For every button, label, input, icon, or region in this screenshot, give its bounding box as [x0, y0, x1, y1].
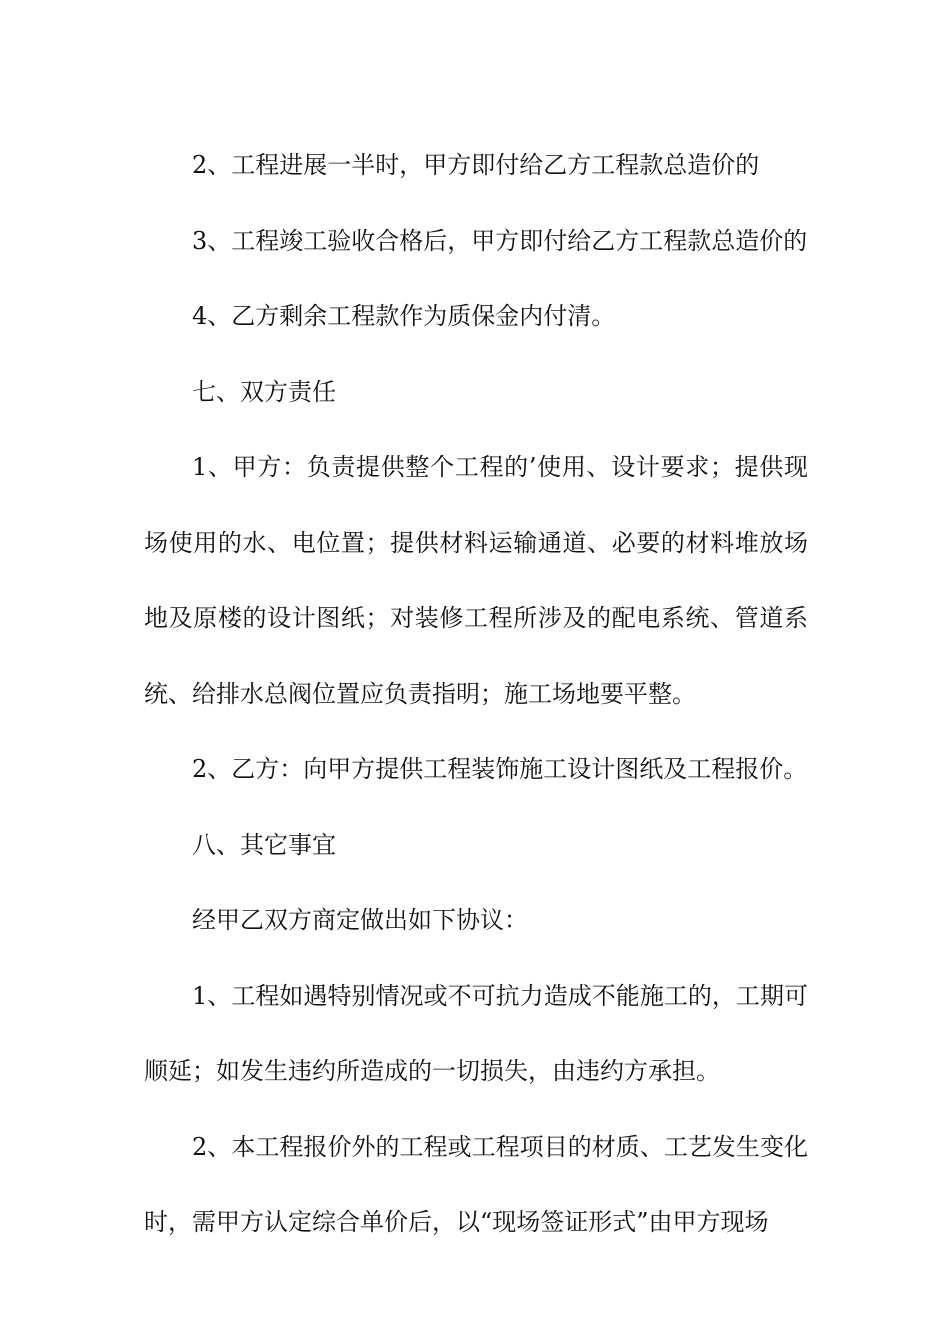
paragraph-party-b-duties: 2、乙方：向甲方提供工程装饰施工设计图纸及工程报价。 [192, 755, 808, 783]
section-heading-other-matters: 八、其它事宜 [192, 830, 336, 859]
section-heading-responsibilities: 七、双方责任 [192, 377, 336, 406]
paragraph-payment-3: 3、工程竣工验收合格后，甲方即付给乙方工程款总造价的 [192, 226, 808, 255]
paragraph-agreement-intro: 经甲乙双方商定做出如下协议： [192, 906, 528, 934]
paragraph-party-a-duties: 1、甲方：负责提供整个工程的’使用、设计要求；提供现场使用的水、电位置；提供材料运输通道、必要的材料堆放场地及原楼的设计图纸；对装修工程所涉及的配电系统、管道系统、给排水总阀位置应负责指明；施工场地要平整。 [144, 453, 808, 708]
paragraph-change-orders: 2、本工程报价外的工程或工程项目的材质、工艺发生变化时，需甲方认定综合单价后，以“现场签证形式”由甲方现场 [144, 1132, 808, 1236]
paragraph-force-majeure: 1、工程如遇特别情况或不可抗力造成不能施工的，工期可顺延；如发生违约所造成的一切损失，由违约方承担。 [144, 981, 808, 1085]
document-body [144, 128, 808, 1261]
paragraph-payment-2: 2、工程进展一半时，甲方即付给乙方工程款总造价的 [192, 151, 760, 179]
paragraph-payment-4: 4、乙方剩余工程款作为质保金内付清。 [192, 302, 616, 330]
